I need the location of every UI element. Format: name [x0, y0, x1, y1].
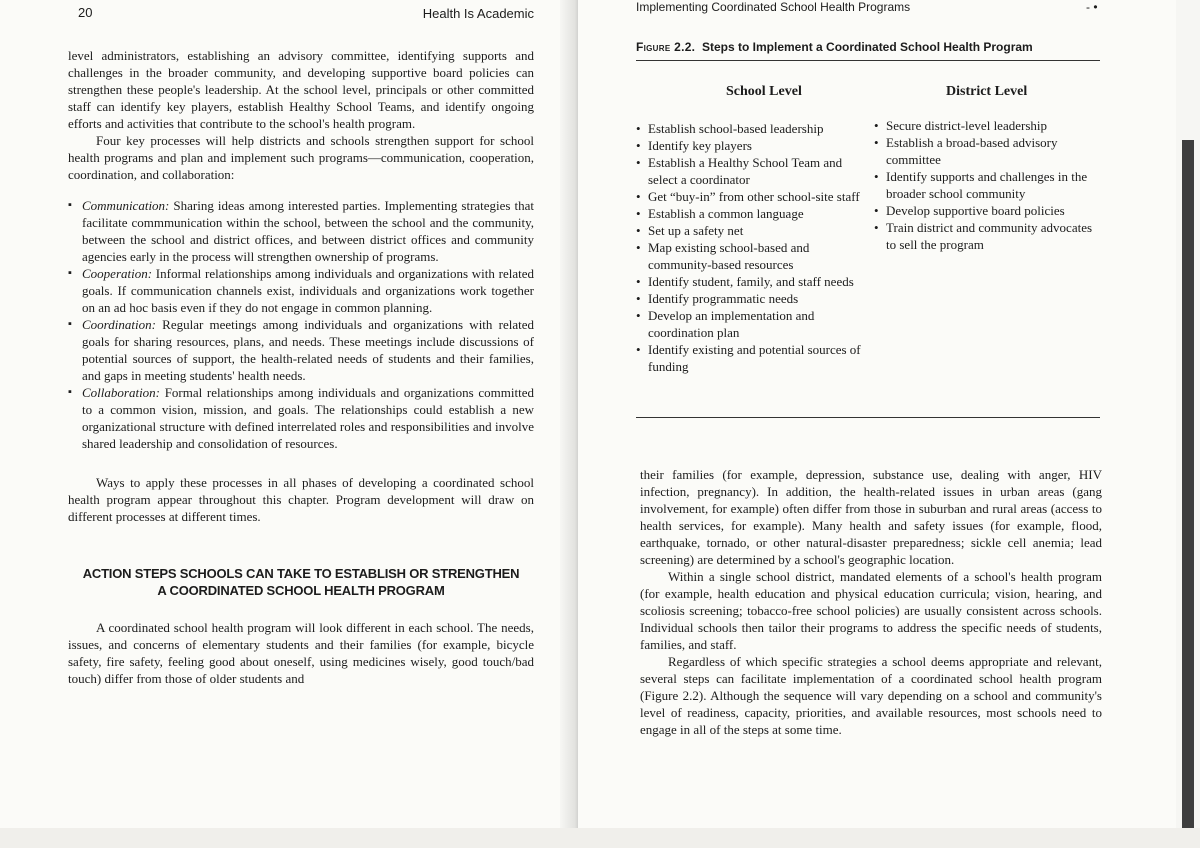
list-item: • Train district and community advocates to sell the program	[874, 219, 1100, 253]
process-label: Collaboration:	[82, 385, 161, 400]
running-head-suffix: - •	[1086, 0, 1098, 14]
list-item	[68, 384, 534, 452]
processes-paragraph: Four key processes will help districts and schools strengthen support for school health programs and plan and implement such programs—communication, cooperation, coordination, and collaboration:	[68, 133, 534, 182]
list-item: • Identify key players	[636, 137, 866, 154]
process-text: Sharing ideas among interested parties. Implementing strategies that facilitate commmunication within the school, between the school and the community, between the school and district offices, and between district offices and community agencies early in the process will strengthen ownership of programs.	[82, 198, 534, 264]
list-item: • Get “buy-in” from other school-site staff	[636, 188, 866, 205]
list-item: • Establish a broad-based advisory committee	[874, 134, 1100, 168]
figure-label: Figure 2.2.	[636, 40, 696, 54]
figure-caption	[636, 40, 1033, 54]
continuation-paragraph: their families (for example, depression, substance use, dealing with anger, HIV infection, pregnancy). In addition, the health-related issues in urban areas (gang involvement, for example) often differ from those in suburban and rural areas (access to health services, for example). Many health and safety issues (for example, flood, earthquake, tornado, or other natural-disaster preparedness; sickle cell anemia; lead screening) are determined by a school's geographic location.	[640, 467, 1102, 567]
school-steps-list	[636, 120, 866, 375]
list-item	[68, 197, 534, 265]
section-heading-line: A COORDINATED SCHOOL HEALTH PROGRAM	[157, 583, 445, 598]
district-steps-list	[874, 117, 1100, 253]
list-item	[68, 265, 534, 316]
process-text: Regular meetings among individuals and organizations with related goals for sharing resources, plans, and needs. These meetings include discussions of potential sources of support, the health-related needs of students and their families, and gaps in meeting students' health needs.	[82, 317, 535, 383]
ways-paragraph: Ways to apply these processes in all phases of developing a coordinated school health program appear throughout this chapter. Program development will draw on different processes at different times.	[68, 475, 534, 524]
district-level-heading: District Level	[946, 84, 1028, 99]
process-label: Communication:	[82, 198, 170, 213]
figure-title: Steps to Implement a Coordinated School Health Program	[702, 40, 1033, 54]
left-body-text	[68, 47, 534, 687]
district-paragraph: Within a single school district, mandated elements of a school's health program (for example, health education and physical education curricula; vision, hearing, and scoliosis screening; tobacco-free school policies) are usually consistent across schools. Individual schools then tailor their programs to address the specific needs of students, families, and staff.	[640, 569, 1102, 652]
list-item: • Identify existing and potential sources of funding	[636, 341, 866, 375]
process-list	[68, 197, 534, 452]
right-body-text	[640, 466, 1102, 738]
right-page	[578, 0, 1176, 828]
process-label: Cooperation:	[82, 266, 153, 281]
figure-bottom-rule	[636, 417, 1100, 418]
scan-bottom-margin	[0, 828, 1200, 848]
process-text: Informal relationships among individuals and organizations with related goals. If communication channels exist, individuals and organizations work together on an ad hoc basis even if they do not engage in common planning.	[82, 266, 534, 315]
list-item: • Map existing school-based and community-based resources	[636, 239, 866, 273]
figure-top-rule	[636, 60, 1100, 61]
page-edge	[1176, 0, 1200, 828]
page-edge-shadow	[1182, 140, 1194, 830]
page-number: 20	[78, 5, 93, 20]
list-item: • Establish school-based leadership	[636, 120, 866, 137]
list-item: • Identify student, family, and staff needs	[636, 273, 866, 290]
process-text: Formal relationships among individuals and organizations committed to a common vision, mission, and goals. The relationships could establish a new organizational structure with defined interrelated roles and responsibilities and involve shared leadership and consolidation of resources.	[82, 385, 534, 451]
list-item: • Set up a safety net	[636, 222, 866, 239]
list-item: • Develop supportive board policies	[874, 202, 1100, 219]
list-item: • Establish a Healthy School Team and select a coordinator	[636, 154, 866, 188]
school-level-heading: School Level	[726, 84, 802, 99]
list-item: • Secure district-level leadership	[874, 117, 1100, 134]
process-label: Coordination:	[82, 317, 156, 332]
regardless-paragraph: Regardless of which specific strategies a school deems appropriate and relevant, several steps can facilitate implementation of a coordinated school health program (Figure 2.2). Although the sequence will vary depending on a school and community's level of readiness, capacity, priorities, and available resources, most schools need to engage in all of the steps at some time.	[640, 654, 1102, 737]
list-item: • Identify supports and challenges in the broader school community	[874, 168, 1100, 202]
list-item	[68, 316, 534, 384]
running-head-right: Implementing Coordinated School Health Programs	[636, 0, 911, 14]
running-head-left: Health Is Academic	[422, 6, 534, 21]
list-item: • Identify programmatic needs	[636, 290, 866, 307]
left-page	[0, 0, 560, 828]
section-heading-line: ACTION STEPS SCHOOLS CAN TAKE TO ESTABLISH OR STRENGTHEN	[82, 566, 520, 581]
section-heading	[68, 565, 534, 599]
intro-paragraph: level administrators, establishing an advisory committee, identifying supports and challenges in the broader community, and developing supportive board policies can strengthen these people's leadership. At the school level, principals or other committed staff can identify key players, establish Healthy School Teams, and identify ongoing efforts and activities that contribute to the school's health program.	[68, 48, 534, 131]
list-item: • Develop an implementation and coordination plan	[636, 307, 866, 341]
action-paragraph: A coordinated school health program will look different in each school. The needs, issues, and concerns of elementary students and their families (for example, bicycle safety, fire safety, feeling good about oneself, using medicines wisely, good touch/bad touch) differ from those of older students and	[68, 620, 534, 686]
list-item: • Establish a common language	[636, 205, 866, 222]
